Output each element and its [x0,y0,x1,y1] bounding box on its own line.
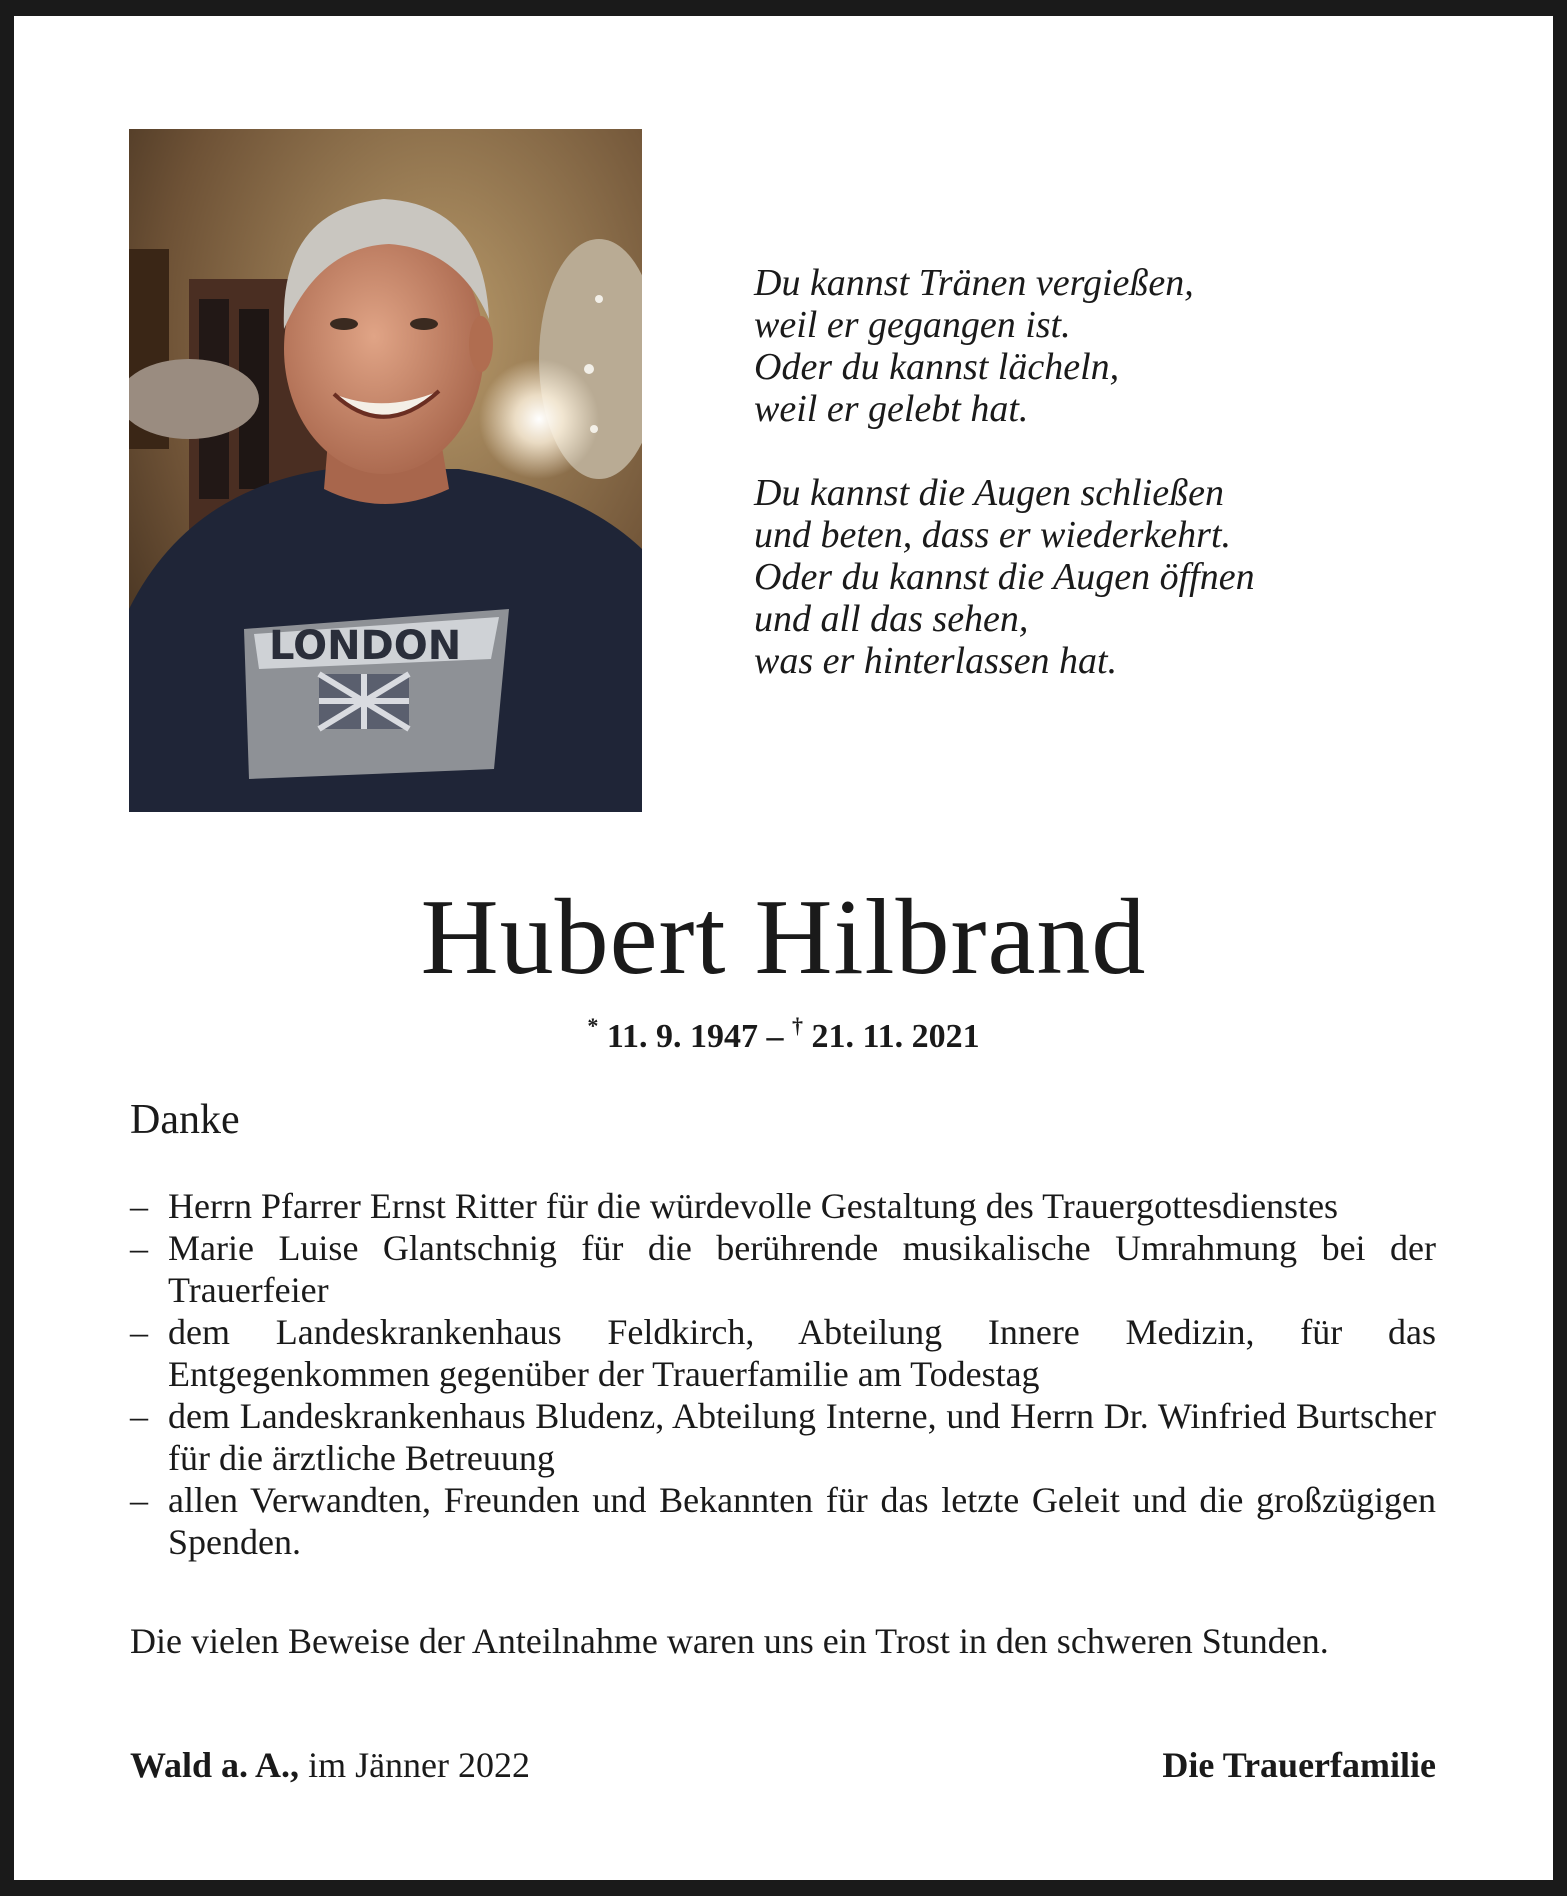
death-symbol: † [792,1013,803,1038]
list-dash: – [130,1186,148,1226]
list-item [130,1227,1436,1311]
list-item-text: dem Landeskrankenhaus Bludenz, Abteilung Interne, und Herrn Dr. Winfried Burtscher für die ärztliche Betreuung [168,1396,1436,1478]
list-dash: – [130,1480,148,1520]
deceased-name: Hubert Hilbrand [420,878,1147,997]
poem-line: und all das sehen, [754,598,1029,640]
portrait-photo-icon [129,129,642,812]
shirt-print-text: LONDON [269,623,462,669]
poem-line: und beten, dass er wiederkehrt. [754,514,1232,556]
thanks-heading: Danke [130,1097,240,1143]
list-item-text: Herrn Pfarrer Ernst Ritter für die würdevolle Gestaltung des Trauergottesdienstes [168,1186,1339,1226]
poem-stanza-2 [754,472,1374,682]
poem-line: Du kannst Tränen vergießen, [754,262,1194,304]
poem-line: Oder du kannst lächeln, [754,346,1120,388]
list-item [130,1185,1436,1227]
thanks-list [130,1185,1436,1563]
list-item-text: allen Verwandten, Freunden und Bekannten für das letzte Geleit und die großzügigen Spenden. [168,1480,1436,1562]
portrait-photo [129,129,642,812]
list-item [130,1479,1436,1563]
memorial-poem [754,262,1374,724]
death-date: 21. 11. 2021 [811,1018,980,1055]
poem-line: weil er gelebt hat. [754,388,1029,430]
date: im Jänner 2022 [299,1745,531,1785]
birth-symbol: * [587,1013,599,1038]
life-dates [0,1003,1567,1060]
list-dash: – [130,1396,148,1436]
signature: Die Trauerfamilie [1162,1745,1436,1785]
place-and-date [130,1744,530,1786]
poem-line: Du kannst die Augen schließen [754,472,1224,514]
birth-date: 11. 9. 1947 [606,1018,758,1055]
list-item-text: dem Landeskrankenhaus Feldkirch, Abteilung Innere Medizin, für das Entgegenkommen gegenüber der Trauerfamilie am Todestag [168,1312,1436,1394]
closing-text: Die vielen Beweise der Anteilnahme waren uns ein Trost in den schweren Stunden. [130,1621,1329,1661]
poem-stanza-1 [754,262,1374,430]
poem-line: was er hinterlassen hat. [754,640,1118,682]
list-item [130,1311,1436,1395]
list-dash: – [130,1312,148,1352]
list-dash: – [130,1228,148,1268]
place: Wald a. A., [130,1745,300,1785]
list-item-text: Marie Luise Glantschnig für die berührende musikalische Umrahmung bei der Trauerfeier [168,1228,1436,1310]
poem-line: Oder du kannst die Augen öffnen [754,556,1255,598]
poem-line: weil er gegangen ist. [754,304,1071,346]
list-item [130,1395,1436,1479]
date-separator: – [758,1018,792,1055]
